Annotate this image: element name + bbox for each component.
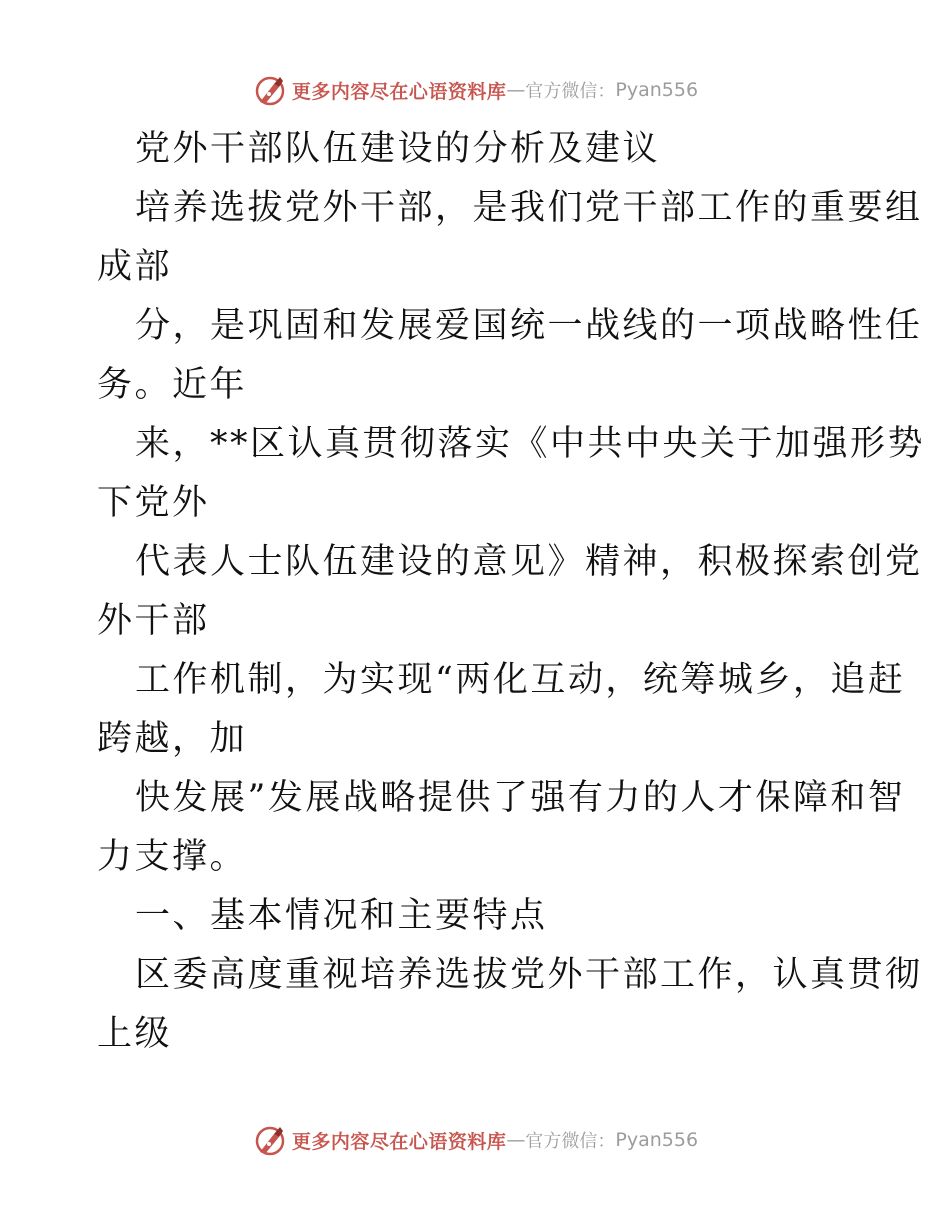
paragraph-line: 培养选拔党外干部，是我们党干部工作的重要组 xyxy=(135,188,923,228)
paragraph-line: 代表人士队伍建设的意见》精神，积极探索创党 xyxy=(135,542,923,582)
paragraph-line: 外干部 xyxy=(97,601,210,641)
document-title: 党外干部队伍建设的分析及建议 xyxy=(135,129,661,169)
paragraph-line: 快发展”发展战略提供了强有力的人才保障和智 xyxy=(135,778,906,818)
paragraph-line: 务。近年 xyxy=(97,365,248,405)
wechat-id: Pyan556 xyxy=(615,1129,699,1151)
paragraph-line: 分，是巩固和发展爱国统一战线的一项战略性任 xyxy=(135,306,923,346)
section-heading: 一、基本情况和主要特点 xyxy=(135,896,548,936)
separator-dash: — xyxy=(506,79,526,101)
pen-logo-icon xyxy=(252,1122,288,1158)
paragraph-line: 来，**区认真贯彻落实《中共中央关于加强形势 xyxy=(135,424,926,464)
wechat-id: Pyan556 xyxy=(615,79,699,101)
wechat-label: 官方微信： xyxy=(525,1131,616,1152)
paragraph-line: 跨越，加 xyxy=(97,719,248,759)
document-body xyxy=(97,120,926,1064)
paragraph-line: 工作机制，为实现“两化互动，统筹城乡，追赶 xyxy=(135,660,906,700)
footer-banner xyxy=(0,1120,950,1160)
pen-logo-icon xyxy=(252,72,288,108)
wechat-label: 官方微信： xyxy=(525,81,616,102)
paragraph-line: 力支撑。 xyxy=(97,837,248,877)
header-banner xyxy=(0,70,950,110)
brand-text: 更多内容尽在心语资料库 xyxy=(291,80,507,103)
brand-text: 更多内容尽在心语资料库 xyxy=(291,1130,507,1153)
paragraph-line: 区委高度重视培养选拔党外干部工作，认真贯彻 xyxy=(135,955,923,995)
separator-dash: — xyxy=(506,1129,526,1151)
paragraph-line: 上级 xyxy=(97,1014,173,1054)
paragraph-line: 下党外 xyxy=(97,483,210,523)
paragraph-line: 成部 xyxy=(97,247,173,287)
